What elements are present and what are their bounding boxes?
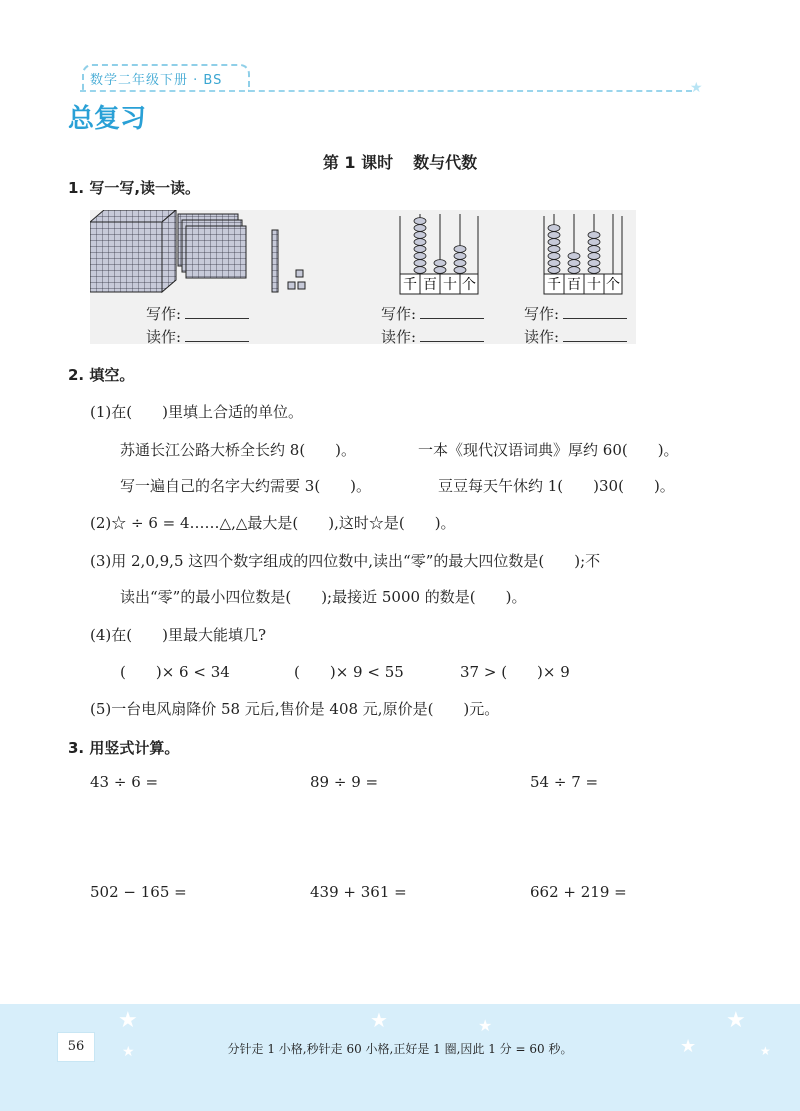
q2-sub3-line1: (3)用 2,0,9,5 这四个数字组成的四位数中,读出“零”的最大四位数是( );不 bbox=[90, 552, 601, 570]
read-label: 读作: bbox=[146, 328, 182, 346]
read-field-2[interactable] bbox=[381, 326, 484, 347]
question-1-heading: 1. 写一写,读一读。 bbox=[68, 179, 201, 197]
lesson-topic: 数与代数 bbox=[413, 153, 478, 172]
calc-item: 54 ÷ 7 = bbox=[530, 773, 599, 791]
calc-item: 502 − 165 = bbox=[90, 883, 187, 901]
q2-sub4-b: ( )× 9 < 55 bbox=[294, 663, 404, 681]
thousand-cube-icon bbox=[90, 210, 176, 292]
q2-sub1-d: 豆豆每天午休约 1( )30( )。 bbox=[438, 477, 675, 495]
footer-tip: 分针走 1 小格,秒针走 60 小格,正好是 1 圈,因此 1 分 = 60 秒。 bbox=[227, 1042, 573, 1056]
q2-sub4-c: 37 > ( )× 9 bbox=[460, 663, 570, 681]
q2-sub3-line2: 读出“零”的最小四位数是( );最接近 5000 的数是( )。 bbox=[120, 588, 527, 606]
question-2-heading: 2. 填空。 bbox=[68, 366, 135, 384]
page-number: 56 bbox=[57, 1032, 95, 1062]
abacus-label: 千 bbox=[403, 277, 417, 293]
abacus-label: 十 bbox=[443, 277, 457, 293]
q2-sub5: (5)一台电风扇降价 58 元后,售价是 408 元,原价是( )元。 bbox=[90, 700, 500, 718]
q2-sub4-a: ( )× 6 < 34 bbox=[120, 663, 230, 681]
hundred-flats-icon bbox=[178, 214, 246, 278]
q2-sub1-b: 一本《现代汉语词典》厚约 60( )。 bbox=[418, 441, 679, 459]
q2-sub1-a: 苏通长江公路大桥全长约 8( )。 bbox=[120, 441, 357, 459]
abacus-1-icon bbox=[400, 214, 478, 294]
write-label: 写作: bbox=[524, 305, 560, 323]
abacus-label: 百 bbox=[567, 277, 581, 293]
write-field-3[interactable] bbox=[524, 303, 627, 324]
q2-sub1-c: 写一遍自己的名字大约需要 3( )。 bbox=[120, 477, 372, 495]
calc-item: 439 + 361 = bbox=[310, 883, 407, 901]
star-icon: ★ bbox=[478, 1016, 493, 1035]
calc-item: 43 ÷ 6 = bbox=[90, 773, 159, 791]
read-field-3[interactable] bbox=[524, 326, 627, 347]
ten-rod-icon bbox=[272, 230, 278, 292]
lesson-title bbox=[0, 150, 800, 173]
calc-item: 662 + 219 = bbox=[530, 883, 627, 901]
write-field-2[interactable] bbox=[381, 303, 484, 324]
header-tab-label: 数学二年级下册 · BS bbox=[90, 73, 223, 88]
abacus-label: 百 bbox=[423, 277, 437, 293]
write-label: 写作: bbox=[381, 305, 417, 323]
read-label: 读作: bbox=[524, 328, 560, 346]
unit-cubes-icon bbox=[288, 270, 305, 289]
section-title: 总复习 bbox=[68, 104, 147, 134]
star-icon: ★ bbox=[726, 1008, 746, 1033]
star-icon: ★ bbox=[680, 1036, 697, 1057]
star-icon: ★ bbox=[760, 1044, 771, 1058]
write-label: 写作: bbox=[146, 305, 182, 323]
abacus-label: 十 bbox=[587, 277, 601, 293]
star-icon: ★ bbox=[118, 1008, 138, 1033]
question-3-heading: 3. 用竖式计算。 bbox=[68, 739, 180, 757]
abacus-2-icon bbox=[544, 214, 622, 294]
read-field-1[interactable] bbox=[146, 326, 249, 347]
abacus-label: 个 bbox=[462, 277, 476, 293]
q2-sub2: (2)☆ ÷ 6 = 4……△,△最大是( ),这时☆是( )。 bbox=[90, 514, 456, 532]
star-icon: ★ bbox=[690, 80, 703, 96]
read-label: 读作: bbox=[381, 328, 417, 346]
star-icon: ★ bbox=[122, 1044, 135, 1060]
abacus-label: 个 bbox=[606, 277, 620, 293]
star-icon: ★ bbox=[370, 1008, 388, 1032]
calc-item: 89 ÷ 9 = bbox=[310, 773, 379, 791]
q2-sub1: (1)在( )里填上合适的单位。 bbox=[90, 403, 303, 421]
write-field-1[interactable] bbox=[146, 303, 249, 324]
q2-sub4: (4)在( )里最大能填几? bbox=[90, 626, 266, 644]
header-divider bbox=[80, 90, 692, 92]
abacus-label: 千 bbox=[547, 277, 561, 293]
lesson-number: 第 1 课时 bbox=[322, 153, 394, 172]
